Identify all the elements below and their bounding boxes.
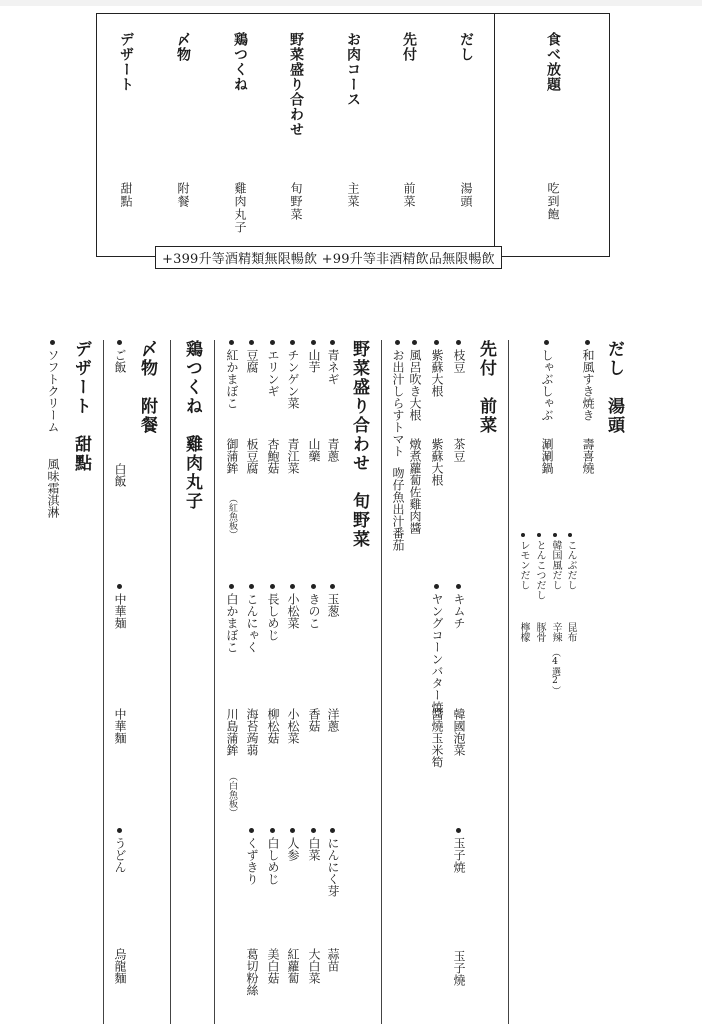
summary-course-jp: デザート — [118, 32, 134, 92]
bullet-icon — [249, 584, 254, 589]
bullet-icon — [456, 340, 461, 345]
menu-item-zh: 紫蘇大根 — [430, 438, 444, 486]
menu-item-zh: 白飯 — [113, 463, 127, 487]
menu-item-jp: こんにゃく — [245, 593, 259, 653]
bullet-icon — [270, 828, 275, 833]
menu-item-zh: 青蔥 — [326, 438, 340, 462]
bullet-icon — [330, 584, 335, 589]
bullet-icon — [544, 340, 549, 345]
bullet-icon — [456, 584, 461, 589]
menu-item-jp: しゃぶしゃぶ — [540, 349, 554, 421]
menu-item-jp: 枝豆 — [452, 349, 466, 373]
bullet-icon — [117, 828, 122, 833]
menu-item-zh: 大白菜 — [307, 948, 321, 984]
bullet-icon — [521, 533, 525, 537]
menu-detail — [0, 330, 702, 1024]
bullet-icon — [330, 340, 335, 345]
bullet-icon — [270, 340, 275, 345]
top-bar — [0, 0, 702, 6]
menu-item-zh: 紅蘿蔔 — [286, 948, 300, 984]
bullet-icon — [330, 828, 335, 833]
drink-upgrade-banner: +399升等酒精類無限暢飲 +99升等非酒精飲品無限暢飲 — [155, 246, 502, 269]
summary-course-jp: 先付 — [401, 32, 417, 62]
menu-item-jp: 白しめじ — [266, 837, 280, 885]
bullet-icon — [395, 340, 400, 345]
summary-course-jp: 野菜盛り合わせ — [288, 32, 304, 137]
menu-item-jp: 紫蘇大根 — [430, 349, 444, 397]
section-heading-sakizuke: 先付 前菜 — [476, 340, 496, 435]
summary-course-zh: 雞肉丸子 — [233, 182, 247, 234]
menu-item-zh: 柳松菇 — [266, 708, 280, 744]
summary-title: 食べ放題 — [545, 32, 561, 92]
bullet-icon — [290, 340, 295, 345]
column-divider — [103, 340, 104, 1024]
bullet-icon — [412, 340, 417, 345]
broth-option-zh: 辛辣 — [550, 622, 561, 642]
menu-item-jp: 白菜 — [307, 837, 321, 861]
broth-option-zh: 昆布 — [565, 622, 576, 642]
menu-item-jp: キムチ — [452, 593, 466, 629]
summary-course-zh: 湯頭 — [459, 182, 473, 208]
menu-item-zh: 茶豆 — [452, 438, 466, 462]
menu-item-zh: 玉子燒 — [452, 950, 466, 986]
bullet-icon — [311, 340, 316, 345]
bullet-icon — [290, 828, 295, 833]
summary-course-jp: だし — [458, 32, 474, 62]
broth-option-jp: こんぶだし — [565, 540, 576, 590]
menu-item-jp: エリンギ — [266, 349, 280, 397]
menu-item-zh: 美白菇 — [266, 948, 280, 984]
menu-item-zh: 葛切粉絲 — [245, 948, 259, 996]
menu-item-zh: 海苔蒟蒻 — [245, 708, 259, 756]
menu-item-zh: 板豆腐 — [245, 438, 259, 474]
menu-item-jp: 長しめじ — [266, 593, 280, 641]
bullet-icon — [568, 533, 572, 537]
summary-course-jp: 〆物 — [175, 32, 191, 62]
column-divider — [381, 340, 382, 1024]
bullet-icon — [249, 828, 254, 833]
summary-course-zh: 附餐 — [176, 182, 190, 208]
bullet-icon — [456, 828, 461, 833]
menu-item-zh: 風味霜淇淋 — [46, 458, 60, 518]
menu-item-jp: 紅かまぼこ — [225, 349, 239, 409]
menu-item-jp: お出汁しらすトマト — [391, 349, 405, 457]
broth-option-jp: とんこつだし — [534, 540, 545, 600]
section-heading-shime: 〆物 附餐 — [137, 340, 157, 435]
bullet-icon — [434, 340, 439, 345]
menu-item-jp: ヤングコーンバター焼 — [430, 593, 444, 713]
menu-item-zh: 杏鮑菇 — [266, 438, 280, 474]
bullet-icon — [270, 584, 275, 589]
broth-option-zh: 豚骨 — [534, 622, 545, 642]
bullet-icon — [537, 533, 541, 537]
bullet-icon — [311, 828, 316, 833]
menu-item-jp: 玉葱 — [326, 593, 340, 617]
summary-course-jp: 鶏つくね — [232, 32, 248, 92]
menu-item-jp: 青ネギ — [326, 349, 340, 385]
menu-item-zh: 燉煮蘿蔔佐雞肉醬 — [408, 438, 422, 534]
bullet-icon — [434, 584, 439, 589]
menu-item-jp: 玉子焼 — [452, 837, 466, 873]
summary-course-jp: お肉コース — [345, 32, 361, 107]
broth-option-zh: 檸檬 — [518, 622, 529, 642]
summary-course-zh: 甜點 — [119, 182, 133, 208]
menu-item-note: （白魚板） — [227, 772, 237, 817]
bullet-icon — [249, 340, 254, 345]
menu-item-zh: 韓國泡菜 — [452, 708, 466, 756]
menu-item-jp: 中華麺 — [113, 593, 127, 629]
section-heading-yasai: 野菜盛り合わせ 旬野菜 — [349, 340, 369, 549]
menu-item-zh: 蒜苗 — [326, 948, 340, 972]
summary-divider — [494, 14, 495, 256]
bullet-icon — [50, 340, 55, 345]
menu-item-zh: 烏龍麵 — [113, 948, 127, 984]
bullet-icon — [311, 584, 316, 589]
broth-option-note: （4選2） — [550, 648, 560, 695]
menu-item-note: （紅魚板） — [227, 494, 237, 539]
menu-item-jp: 人参 — [286, 837, 300, 861]
bullet-icon — [229, 584, 234, 589]
broth-option-jp: 韓国風だし — [550, 540, 561, 590]
section-heading-dessert: デザート 甜點 — [71, 340, 91, 473]
summary-course-zh: 旬野菜 — [289, 182, 303, 221]
column-divider — [214, 340, 215, 1024]
menu-item-zh: 山藥 — [307, 438, 321, 462]
summary-course-zh: 前菜 — [402, 182, 416, 208]
menu-item-zh: 香菇 — [307, 708, 321, 732]
bullet-icon — [585, 340, 590, 345]
course-summary-box — [96, 13, 610, 257]
menu-item-zh: 壽喜燒 — [581, 438, 595, 474]
menu-item-zh: 青江菜 — [286, 438, 300, 474]
menu-item-zh: 御蒲鉾 — [225, 438, 239, 474]
bullet-icon — [117, 340, 122, 345]
menu-item-jp: 豆腐 — [245, 349, 259, 373]
menu-item-jp: チンゲン菜 — [286, 349, 300, 409]
bullet-icon — [229, 340, 234, 345]
menu-item-zh: 中華麵 — [113, 708, 127, 744]
menu-item-zh: 吻仔魚出汁番茄 — [391, 467, 405, 551]
menu-item-jp: 山芋 — [307, 349, 321, 373]
section-heading-dashi: だし 湯頭 — [604, 340, 624, 435]
menu-item-jp: ソフトクリーム — [46, 349, 60, 433]
menu-item-zh: 洋蔥 — [326, 708, 340, 732]
menu-item-jp: ご飯 — [113, 349, 127, 373]
broth-option-jp: レモンだし — [518, 540, 529, 590]
menu-item-zh: 醬燒玉米筍 — [430, 708, 444, 768]
menu-item-zh: 小松菜 — [286, 708, 300, 744]
menu-item-jp: きのこ — [307, 593, 321, 629]
column-divider — [508, 340, 509, 1024]
menu-item-zh: 涮涮鍋 — [540, 438, 554, 474]
column-divider — [170, 340, 171, 1024]
summary-title-zh: 吃到飽 — [546, 182, 560, 221]
menu-item-jp: にんにく芽 — [326, 837, 340, 897]
menu-item-jp: 小松菜 — [286, 593, 300, 629]
bullet-icon — [117, 584, 122, 589]
menu-item-jp: 和風すき焼き — [581, 349, 595, 421]
bullet-icon — [553, 533, 557, 537]
menu-item-jp: くずきり — [245, 837, 259, 885]
section-heading-tsukune: 鶏つくね 雞肉丸子 — [182, 340, 202, 511]
menu-item-jp: 風呂吹き大根 — [408, 349, 422, 421]
menu-item-zh: 川島蒲鉾 — [225, 708, 239, 756]
menu-item-jp: 白かまぼこ — [225, 593, 239, 653]
summary-course-zh: 主菜 — [346, 182, 360, 208]
bullet-icon — [290, 584, 295, 589]
menu-item-jp: うどん — [113, 837, 127, 873]
